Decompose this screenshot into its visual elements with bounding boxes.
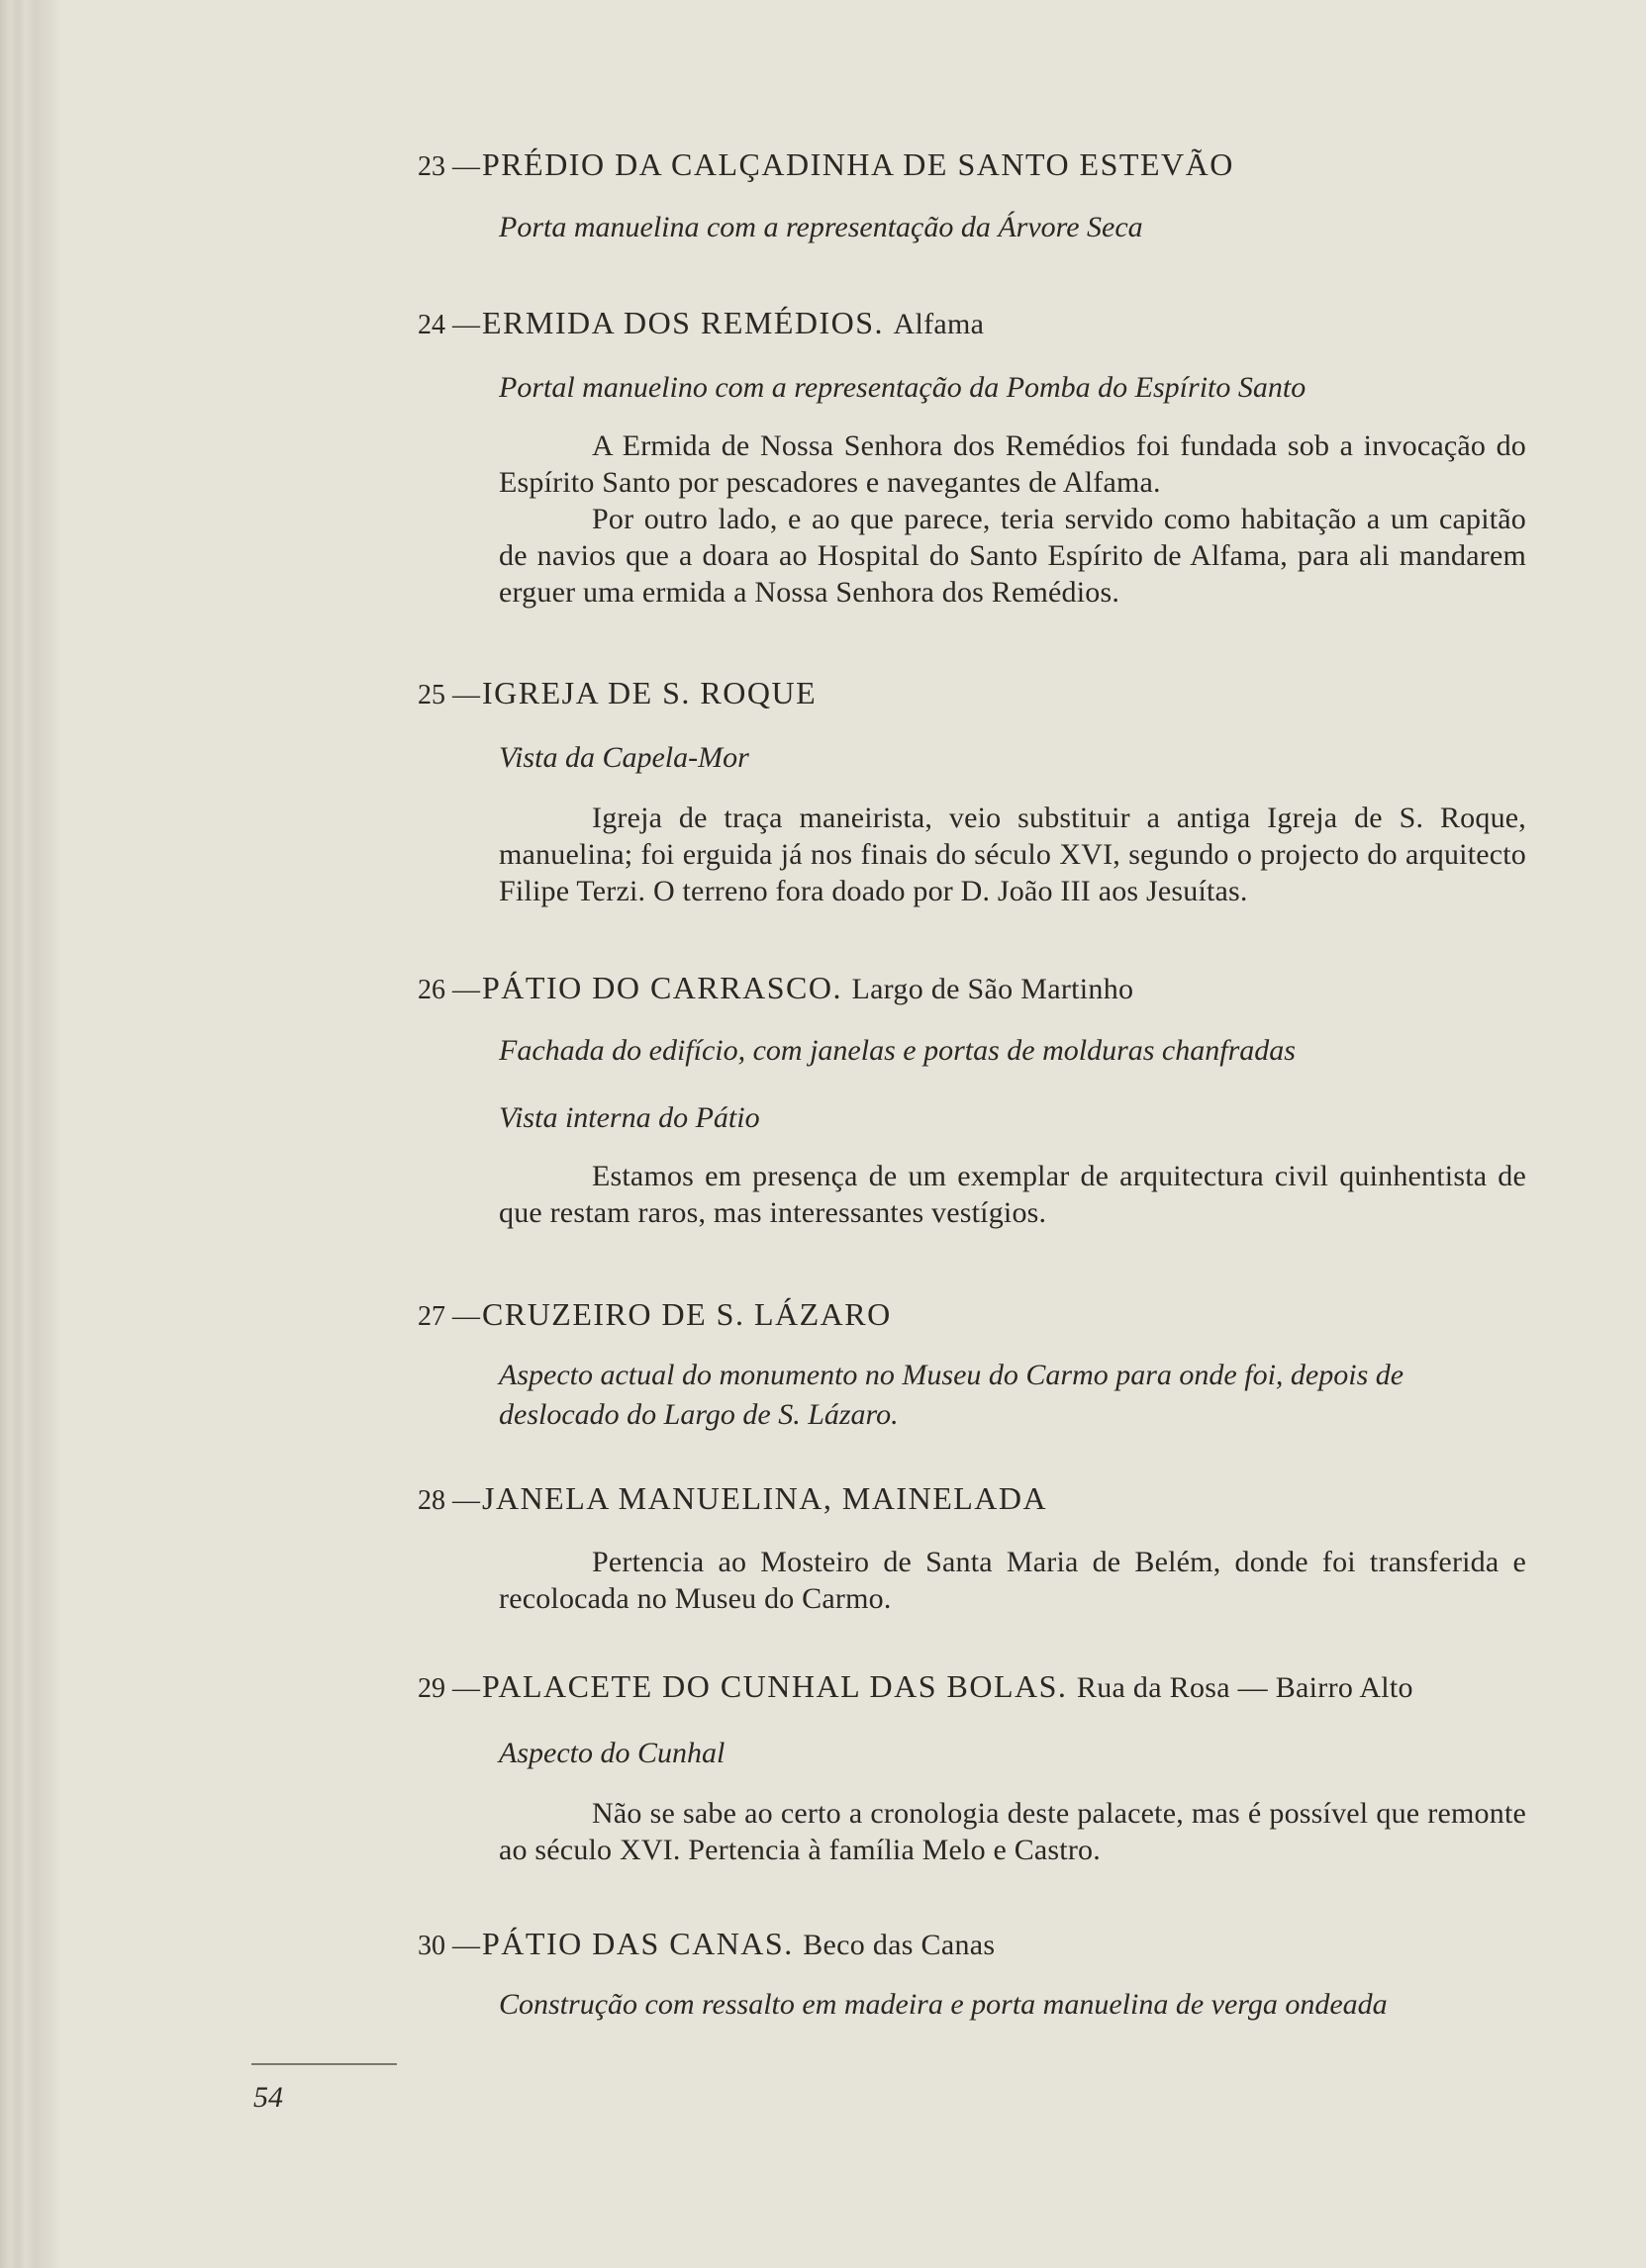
entry-heading	[418, 1294, 892, 1337]
entry-heading	[418, 1666, 1413, 1709]
entry-title: ERMIDA DOS REMÉDIOS.	[482, 305, 885, 340]
entry-title: PÁTIO DAS CANAS.	[482, 1926, 794, 1961]
entry-title: PÁTIO DO CARRASCO.	[482, 970, 842, 1005]
page-number: 54	[253, 2081, 283, 2114]
entry-caption: Vista da Capela-Mor	[499, 741, 749, 774]
entry-caption: Vista interna do Pátio	[499, 1101, 760, 1134]
entry-caption: Fachada do edifício, com janelas e portas de molduras chanfradas	[499, 1034, 1296, 1067]
entry-place: Beco das Canas	[803, 1929, 996, 1961]
entry-place: Rua da Rosa — Bairro Alto	[1076, 1671, 1413, 1704]
entry-title: CRUZEIRO DE S. LÁZARO	[482, 1296, 892, 1332]
entry-place: Largo de São Martinho	[851, 973, 1134, 1005]
entry-paragraph: A Ermida de Nossa Senhora dos Remédios foi fundada sob a invocação do Espírito Santo por pescadores e navegantes de Alfama.	[499, 429, 1526, 499]
entry-heading	[418, 303, 984, 345]
entry-title: PRÉDIO DA CALÇADINHA DE SANTO ESTEVÃO	[482, 146, 1234, 182]
entry-number: 27 —	[418, 1301, 480, 1332]
entry-heading	[418, 673, 817, 715]
entry-paragraph: Estamos em presença de um exemplar de arquitectura civil quinhentista de que restam raros, mas interessantes vestígios.	[499, 1160, 1526, 1229]
entry-caption: Aspecto actual do monumento no Museu do Carmo para onde foi, depois de	[499, 1359, 1404, 1391]
entry-caption: Porta manuelina com a representação da Árvore Seca	[499, 211, 1143, 243]
entry-paragraph: Não se sabe ao certo a cronologia deste palacete, mas é possível que remonte ao século XVI. Pertencia à família Melo e Castro.	[499, 1797, 1526, 1866]
entry-paragraph: Igreja de traça maneirista, veio substituir a antiga Igreja de S. Roque, manuelina; foi erguida já nos finais do século XVI, segundo o projecto do arquitecto Filipe Terzi. O terreno fora doado por D. João III aos Jesuítas.	[499, 802, 1526, 907]
entry-paragraph: Por outro lado, e ao que parece, teria servido como habitação a um capitão de navios que a doara ao Hospital do Santo Espírito de Alfama, para ali mandarem erguer uma ermida a Nossa Senhora dos Remédios.	[499, 503, 1526, 609]
entry-number: 25 —	[418, 680, 480, 710]
entry-heading	[418, 1924, 995, 1966]
entry-number: 24 —	[418, 310, 480, 340]
entry-caption: Construção com ressalto em madeira e porta manuelina de verga ondeada	[499, 1988, 1388, 2021]
entry-place: Alfama	[893, 308, 985, 340]
entry-number: 30 —	[418, 1931, 480, 1961]
entry-caption: deslocado do Largo de S. Lázaro.	[499, 1398, 899, 1431]
entry-title: PALACETE DO CUNHAL DAS BOLAS.	[482, 1668, 1068, 1704]
footnote-rule	[251, 2063, 397, 2065]
entry-paragraph: Pertencia ao Mosteiro de Santa Maria de Belém, donde foi transferida e recolocada no Museu do Carmo.	[499, 1546, 1526, 1615]
entry-number: 23 —	[418, 151, 480, 182]
entry-title: JANELA MANUELINA, MAINELADA	[482, 1480, 1048, 1516]
entry-number: 26 —	[418, 975, 480, 1005]
entry-heading	[418, 144, 1234, 187]
entry-title: IGREJA DE S. ROQUE	[482, 675, 818, 710]
entry-heading	[418, 968, 1133, 1010]
entry-caption: Portal manuelino com a representação da Pomba do Espírito Santo	[499, 371, 1307, 404]
entry-heading	[418, 1478, 1047, 1521]
entry-caption: Aspecto do Cunhal	[499, 1737, 726, 1769]
entry-number: 28 —	[418, 1485, 480, 1516]
entry-number: 29 —	[418, 1673, 480, 1704]
